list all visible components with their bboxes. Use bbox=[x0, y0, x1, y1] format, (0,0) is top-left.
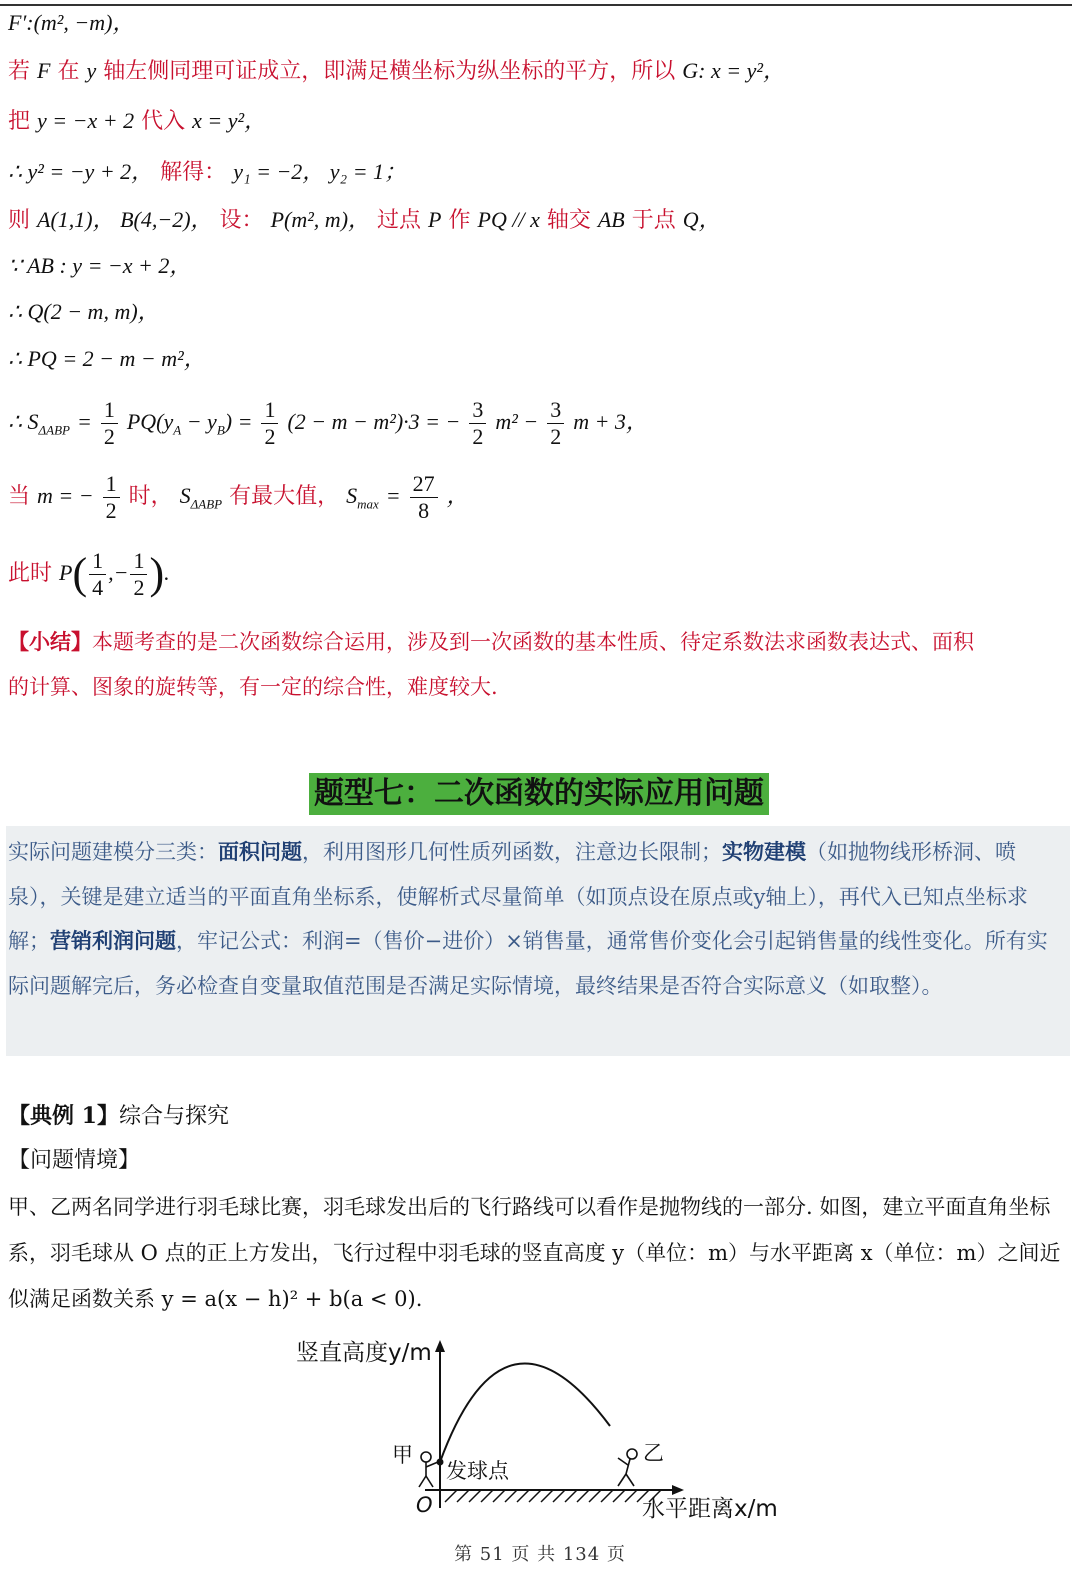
player-jia-label: 甲 bbox=[392, 1443, 413, 1467]
numerator: 27 bbox=[410, 471, 438, 498]
math-subscript: B bbox=[216, 422, 225, 438]
math-expr: ∴ Q(2 − m, m)， bbox=[8, 299, 160, 324]
text: 于点 bbox=[631, 208, 676, 233]
summary-paragraph bbox=[8, 619, 1070, 710]
numerator: 1 bbox=[261, 397, 278, 424]
method-text bbox=[8, 830, 1066, 1008]
text: 有最大值， bbox=[229, 484, 340, 509]
math-expr: x = y²， bbox=[192, 108, 267, 133]
math-expr: y₁ = −2， y₂ = 1； bbox=[233, 159, 407, 184]
math-expr: . bbox=[164, 560, 170, 585]
math-expr: m² − bbox=[495, 409, 539, 434]
math-subscript: ΔABP bbox=[190, 496, 223, 512]
text: 解得： bbox=[160, 160, 227, 185]
summary-label: 【小结】 bbox=[8, 629, 92, 654]
math-expr: ∴ y² = −y + 2， bbox=[8, 159, 154, 184]
method-text-3: （如抛物线形桥洞、喷泉），关键是建立适当的平面直角坐标系，使解析式尽量简单（如顶点设在原点或y轴上），再代入已知点坐标求解； bbox=[8, 840, 1028, 953]
fraction-one-half-3 bbox=[103, 471, 120, 524]
method-bold-2: 实物建模 bbox=[722, 839, 806, 864]
text: 过点 bbox=[377, 208, 422, 233]
math-expr: m + 3， bbox=[573, 409, 648, 434]
fraction-three-halves bbox=[469, 397, 486, 450]
math-expr: ∵ AB : y = −x + 2， bbox=[8, 253, 192, 278]
example-label: 【典例 1】 bbox=[8, 1103, 119, 1129]
numerator: 1 bbox=[101, 397, 118, 424]
method-bold-3: 营销利润问题 bbox=[50, 928, 176, 953]
math-expr: m = − bbox=[37, 483, 94, 508]
math-expr: ∴ S bbox=[8, 409, 39, 434]
numerator: 1 bbox=[130, 548, 147, 575]
math-expr: − y bbox=[181, 409, 217, 434]
shuttlecock-trajectory bbox=[440, 1363, 610, 1462]
denominator: 8 bbox=[418, 497, 430, 523]
serve-point-label: 发球点 bbox=[446, 1459, 509, 1483]
numerator: 1 bbox=[103, 471, 120, 498]
text: 若 bbox=[8, 59, 31, 84]
math-expr: A(1,1)， B(4,−2)， bbox=[37, 207, 213, 232]
text: 时， bbox=[128, 484, 173, 509]
method-bold-1: 面积问题 bbox=[218, 839, 302, 864]
math-expr: y bbox=[86, 58, 97, 83]
text: 设： bbox=[219, 208, 264, 233]
math-subscript: A bbox=[173, 422, 182, 438]
denominator: 2 bbox=[550, 423, 562, 449]
math-expr: = bbox=[76, 409, 92, 434]
math-expr: F′:(m², −m)， bbox=[8, 10, 135, 35]
fraction-one-half bbox=[101, 397, 118, 450]
y-axis-arrow bbox=[435, 1340, 445, 1352]
line-10 bbox=[8, 466, 469, 534]
fraction-three-halves-2 bbox=[547, 397, 564, 450]
line-4 bbox=[8, 157, 406, 188]
text: 当 bbox=[8, 484, 31, 509]
line-2 bbox=[8, 56, 785, 87]
fraction-one-quarter bbox=[89, 548, 106, 601]
math-expr: P bbox=[59, 560, 73, 585]
line-8 bbox=[8, 344, 206, 375]
math-expr: ∴ PQ = 2 − m − m²， bbox=[8, 346, 206, 371]
math-expr: S bbox=[346, 483, 358, 508]
ground-hatching bbox=[445, 1490, 661, 1502]
math-expr: P(m², m)， bbox=[270, 207, 371, 232]
denominator: 2 bbox=[103, 423, 115, 449]
numerator: 3 bbox=[547, 397, 564, 424]
line-3 bbox=[8, 106, 266, 137]
numerator: 3 bbox=[469, 397, 486, 424]
x-axis-label: 水平距离x/m bbox=[642, 1496, 778, 1522]
math-subscript: ΔABP bbox=[38, 422, 70, 438]
right-paren: ) bbox=[149, 549, 165, 598]
math-subscript: max bbox=[357, 496, 379, 512]
method-text-4: ，牢记公式：利润=（售价−进价）×销售量，通常售价变化会引起销售量的线性变化。所有实际问题解完后，务必检查自变量取值范围是否满足实际情境，最终结果是否符合实际意义（如取整）。 bbox=[8, 929, 1048, 998]
denominator: 2 bbox=[472, 423, 484, 449]
denominator: 2 bbox=[264, 423, 276, 449]
problem-context-label: 【问题情境】 bbox=[8, 1148, 141, 1173]
x-axis-arrow bbox=[672, 1485, 684, 1495]
problem-context-heading bbox=[8, 1146, 140, 1176]
player-yi-label: 乙 bbox=[643, 1441, 664, 1465]
method-text-2: ，利用图形几何性质列函数，注意边长限制； bbox=[302, 840, 722, 864]
math-expr: PQ(y bbox=[126, 409, 174, 434]
summary-text-2: 的计算、图象的旋转等，有一定的综合性，难度较大. bbox=[8, 675, 498, 699]
text: 把 bbox=[8, 109, 31, 134]
method-text-1: 实际问题建模分三类： bbox=[8, 840, 218, 864]
line-11 bbox=[8, 543, 170, 604]
math-expr: P bbox=[428, 207, 442, 232]
example-label-tail: 综合与探究 bbox=[118, 1104, 229, 1129]
math-expr: AB bbox=[597, 207, 625, 232]
left-paren: ( bbox=[72, 549, 88, 598]
denominator: 4 bbox=[92, 574, 104, 600]
text: 代入 bbox=[141, 109, 186, 134]
fraction-one-half-4 bbox=[130, 548, 147, 601]
math-expr: Q， bbox=[682, 207, 721, 232]
top-rule bbox=[0, 4, 1072, 6]
line-1 bbox=[8, 8, 134, 39]
line-9 bbox=[8, 392, 648, 460]
text: 在 bbox=[57, 59, 80, 84]
denominator: 2 bbox=[105, 497, 117, 523]
origin-label: O bbox=[416, 1493, 433, 1517]
player-yi-icon bbox=[618, 1449, 637, 1486]
example-paragraph: 甲、乙两名同学进行羽毛球比赛，羽毛球发出后的飞行路线可以看作是抛物线的一部分. 如图，建立平面直角坐标系，羽毛球从 O 点的正上方发出，飞行过程中羽毛球的竖直高度 y（单位：m）与水平距离 x（单位：m）之间近似满足函数关系 y = a(x − h)² + b(a < 0). bbox=[8, 1195, 1061, 1311]
math-expr: G: x = y²， bbox=[682, 58, 785, 83]
text: 轴交 bbox=[546, 208, 591, 233]
line-6 bbox=[8, 251, 191, 282]
text: 则 bbox=[8, 208, 31, 233]
line-7 bbox=[8, 297, 160, 328]
line-5 bbox=[8, 205, 721, 236]
math-expr: ) = bbox=[224, 409, 253, 434]
page-number: 第 51 页 共 134 页 bbox=[454, 1544, 626, 1565]
player-jia-icon bbox=[419, 1452, 438, 1487]
math-expr: = bbox=[385, 483, 401, 508]
y-axis-label: 竖直高度y/m bbox=[296, 1340, 432, 1366]
fraction-27-8 bbox=[410, 471, 438, 524]
math-expr: S bbox=[179, 483, 191, 508]
text: 作 bbox=[448, 208, 471, 233]
math-expr: ， bbox=[446, 483, 469, 508]
math-expr: F bbox=[37, 58, 51, 83]
math-expr: PQ // x bbox=[477, 207, 540, 232]
text: 此时 bbox=[8, 561, 53, 586]
numerator: 1 bbox=[89, 548, 106, 575]
example-heading bbox=[8, 1101, 229, 1132]
math-expr: (2 − m − m²)·3 = − bbox=[287, 409, 461, 434]
math-expr: y = −x + 2 bbox=[37, 108, 135, 133]
math-expr: ,− bbox=[108, 560, 129, 585]
fraction-one-half-2 bbox=[261, 397, 278, 450]
denominator: 2 bbox=[133, 574, 145, 600]
badminton-figure bbox=[280, 1330, 800, 1530]
section-title: 题型七：二次函数的实际应用问题 bbox=[309, 773, 769, 815]
text: 轴左侧同理可证成立，即满足横坐标为纵坐标的平方，所以 bbox=[103, 59, 676, 84]
summary-text-1: 本题考查的是二次函数综合运用，涉及到一次函数的基本性质、待定系数法求函数表达式、面积 bbox=[92, 630, 974, 654]
